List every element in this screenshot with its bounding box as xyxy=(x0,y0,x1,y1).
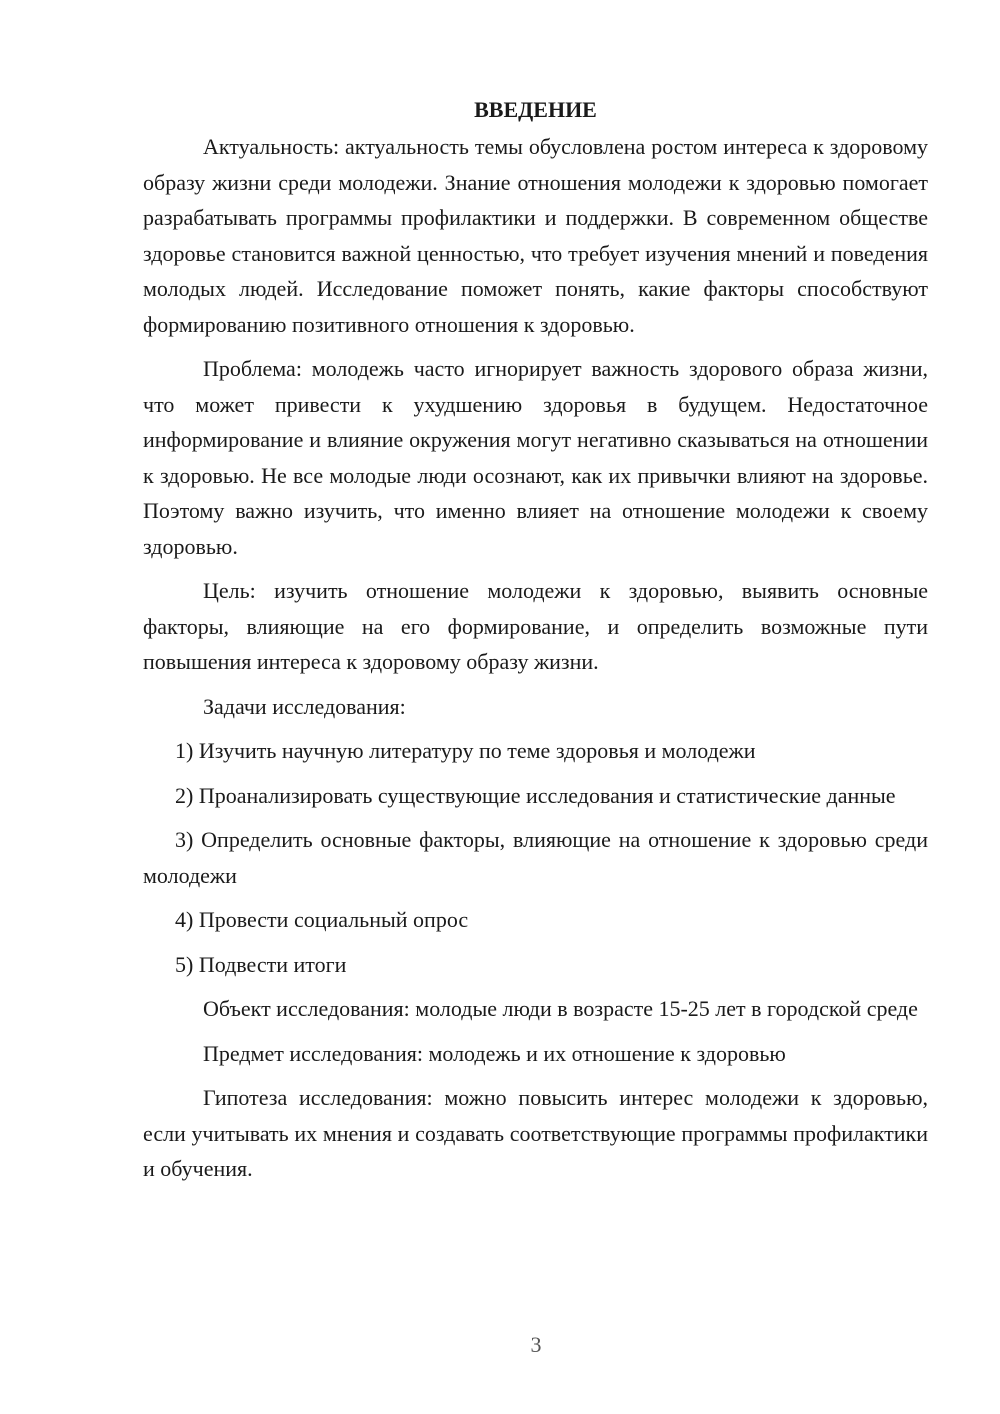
page-title: ВВЕДЕНИЕ xyxy=(474,97,597,122)
goal-paragraph: Цель: изучить отношение молодежи к здоровью, выявить основные факторы, влияющие на его формирование, и определить возможные пути повышения интереса к здоровому образу жизни. xyxy=(143,578,928,674)
subject-paragraph: Предмет исследования: молодежь и их отношение к здоровью xyxy=(203,1040,786,1066)
tasks-list xyxy=(143,733,928,982)
list-item: 2) Проанализировать существующие исследования и статистические данные xyxy=(175,782,896,808)
problem-paragraph: Проблема: молодежь часто игнорирует важность здорового образа жизни, что может привести к ухудшению здоровья в будущем. Недостаточное информирование и влияние окружения могут негативно сказываться на отношении к здоровью. Не все молодые люди осознают, как их привычки влияют на здоровье. Поэтому важно изучить, что именно влияет на отношение молодежи к своему здоровью. xyxy=(143,356,928,559)
list-item: 3) Определить основные факторы, влияющие на отношение к здоровью среди молодежи xyxy=(143,827,928,888)
page-content xyxy=(143,92,928,1196)
relevance-paragraph: Актуальность: актуальность темы обусловлена ростом интереса к здоровому образу жизни среди молодежи. Знание отношения молодежи к здоровью помогает разрабатывать программы профилактики и поддержки. В современном обществе здоровье становится важной ценностью, что требует изучения мнений и поведения молодых людей. Исследование поможет понять, какие факторы способствуют формированию позитивного отношения к здоровью. xyxy=(143,134,928,337)
list-item: 5) Подвести итоги xyxy=(175,951,347,977)
object-paragraph: Объект исследования: молодые люди в возрасте 15-25 лет в городской среде xyxy=(203,996,918,1021)
page-number: 3 xyxy=(530,1332,542,1357)
tasks-heading: Задачи исследования: xyxy=(203,693,406,719)
list-item: 1) Изучить научную литературу по теме здоровья и молодежи xyxy=(175,738,756,763)
hypothesis-paragraph: Гипотеза исследования: можно повысить интерес молодежи к здоровью, если учитывать их мнения и создавать соответствующие программы профилактики и обучения. xyxy=(143,1085,928,1181)
list-item: 4) Провести социальный опрос xyxy=(175,907,469,932)
